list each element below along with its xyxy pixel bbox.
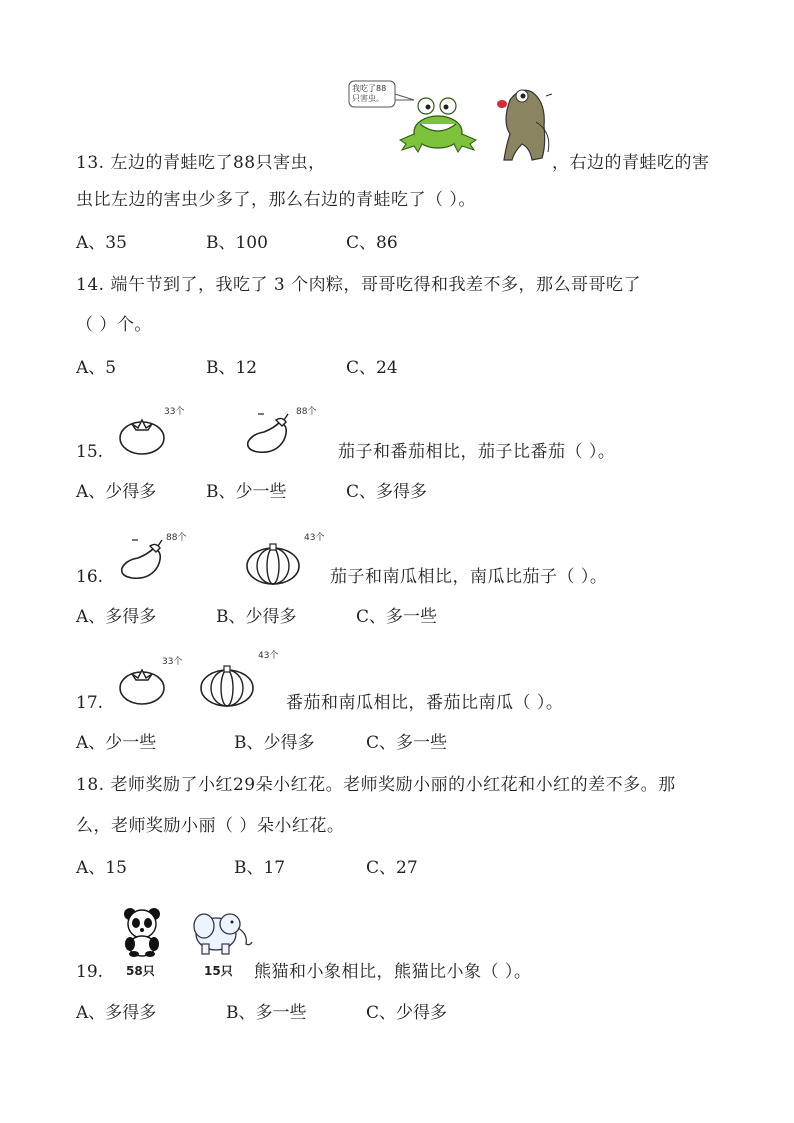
q18-option-b[interactable]: B、17	[234, 858, 286, 878]
q19-text: 熊猫和小象相比，熊猫比小象（ ）。	[254, 962, 532, 982]
q15-number: 15.	[76, 442, 104, 462]
q16-pumpkin-count: 43个	[304, 533, 325, 543]
q15-option-c[interactable]: C、多得多	[346, 482, 428, 502]
q19-elephant-count: 15只	[204, 964, 233, 978]
q17-text: 番茄和南瓜相比，番茄比南瓜（ ）。	[286, 693, 564, 713]
q14-option-a[interactable]: A、5	[76, 358, 117, 378]
q17-tomato-count: 33个	[162, 657, 183, 667]
q14-text-b: （ ）个。	[76, 315, 152, 335]
pumpkin-image	[244, 540, 302, 590]
elephant-image	[190, 904, 254, 962]
q16-option-b[interactable]: B、少得多	[216, 607, 297, 627]
tomato-image	[116, 662, 168, 710]
green-frog-image	[398, 94, 478, 160]
q19-number: 19.	[76, 962, 104, 982]
q17-option-b[interactable]: B、少得多	[234, 733, 315, 753]
q13-option-b[interactable]: B、100	[206, 233, 268, 253]
q16-text: 茄子和南瓜相比，南瓜比茄子（ ）。	[330, 567, 608, 587]
speech-text: 我吃了88只害虫。	[352, 84, 387, 103]
q16-number: 16.	[76, 567, 104, 587]
q14-option-c[interactable]: C、24	[346, 358, 398, 378]
q19-option-c[interactable]: C、少得多	[366, 1003, 448, 1023]
q14-option-b[interactable]: B、12	[206, 358, 258, 378]
q16-eggplant-count: 88个	[166, 533, 187, 543]
q14-text-a: 14. 端午节到了，我吃了 3 个肉粽，哥哥吃得和我差不多，那么哥哥吃了	[76, 275, 642, 295]
q19-panda-count: 58只	[126, 964, 155, 978]
q17-pumpkin-count: 43个	[258, 651, 279, 661]
q18-option-a[interactable]: A、15	[76, 858, 127, 878]
q18-option-c[interactable]: C、27	[366, 858, 418, 878]
q15-tomato-count: 33个	[164, 407, 185, 417]
q13-text-c: 虫比左边的害虫少多了，那么右边的青蛙吃了（ ）。	[76, 190, 476, 210]
q19-option-b[interactable]: B、多一些	[226, 1003, 307, 1023]
q15-option-a[interactable]: A、少得多	[76, 482, 157, 502]
q19-option-a[interactable]: A、多得多	[76, 1003, 157, 1023]
q13-option-a[interactable]: A、35	[76, 233, 127, 253]
eggplant-image	[118, 536, 170, 588]
q13-text-a: 13. 左边的青蛙吃了88只害虫，	[76, 153, 326, 173]
q18-text-b: 么，老师奖励小丽（ ）朵小红花。	[76, 816, 345, 836]
q15-option-b[interactable]: B、少一些	[206, 482, 287, 502]
q17-option-c[interactable]: C、多一些	[366, 733, 448, 753]
q15-text: 茄子和番茄相比，茄子比番茄（ ）。	[338, 442, 616, 462]
pumpkin-image	[198, 662, 256, 712]
tomato-image	[116, 412, 168, 460]
brown-frog-image	[492, 82, 554, 168]
q17-option-a[interactable]: A、少一些	[76, 733, 157, 753]
q13-text-b: ，右边的青蛙吃的害	[552, 153, 710, 173]
q17-number: 17.	[76, 693, 104, 713]
panda-image	[120, 906, 166, 962]
q18-text-a: 18. 老师奖励了小红29朵小红花。老师奖励小丽的小红花和小红的差不多。那	[76, 775, 676, 795]
q16-option-a[interactable]: A、多得多	[76, 607, 157, 627]
eggplant-image	[244, 410, 296, 462]
q13-option-c[interactable]: C、86	[346, 233, 398, 253]
q15-eggplant-count: 88个	[296, 407, 317, 417]
q16-option-c[interactable]: C、多一些	[356, 607, 438, 627]
